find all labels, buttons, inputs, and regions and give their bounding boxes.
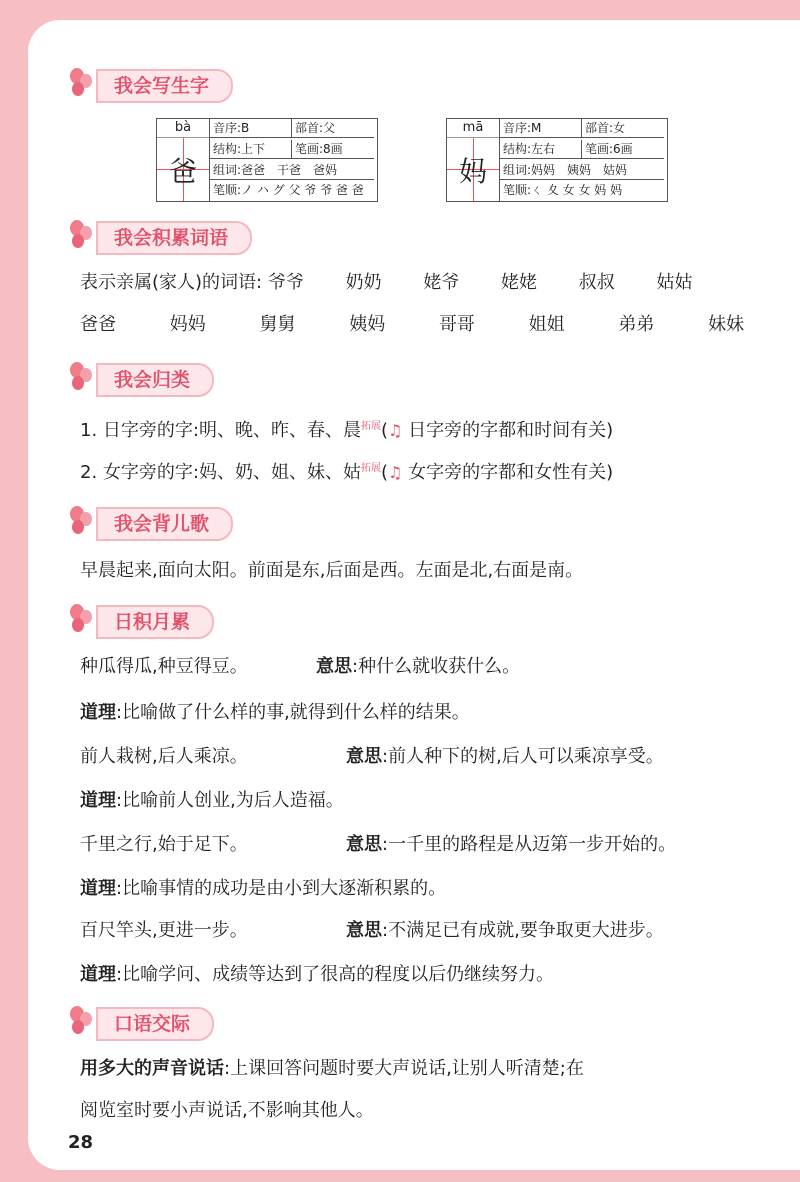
pinyin: mā: [447, 119, 499, 138]
section-header-vocab: [68, 218, 252, 258]
section-title: 我会积累词语: [96, 221, 252, 255]
word: 姥姥: [501, 272, 538, 293]
order: 音序:B: [210, 119, 292, 138]
section-title: 我会归类: [96, 363, 214, 397]
balloon-icon: [68, 504, 100, 544]
word: 妹妹: [708, 314, 745, 335]
big-char: 妈: [447, 138, 499, 201]
big-char: 爸: [157, 138, 209, 201]
word: 舅舅: [259, 314, 296, 335]
page-number: 28: [68, 1132, 94, 1153]
idiom-saying: 千里之行,始于足下。: [80, 834, 248, 855]
section-header-idioms: [68, 602, 214, 642]
idiom-meaning: 意思:种什么就收获什么。: [316, 656, 521, 677]
classify-note: 日字旁的字都和时间有关): [408, 420, 614, 441]
classify-text: 1. 日字旁的字:明、晚、昨、春、晨: [80, 420, 361, 441]
order: 音序:M: [500, 119, 582, 138]
balloon-icon: [68, 218, 100, 258]
section-header-oral: [68, 1004, 214, 1044]
idiom-saying: 前人栽树,后人乘凉。: [80, 746, 248, 767]
strokes: 笔画:8画: [292, 140, 374, 159]
vocab-label: 表示亲属(家人)的词语:: [80, 272, 263, 293]
strokes: 笔画:6画: [582, 140, 664, 159]
rhyme-text: 早晨起来,面向太阳。前面是东,后面是西。左面是北,右面是南。: [80, 560, 584, 581]
section-header-classify: [68, 360, 214, 400]
stroke-order: 笔顺:ㄑ 夊 女 女 妈 妈: [503, 183, 623, 198]
idiom-reason: 道理:比喻事情的成功是由小到大逐渐积累的。: [80, 878, 447, 899]
section-title: 我会写生字: [96, 69, 233, 103]
word: 姨妈: [349, 314, 386, 335]
idiom-saying: 种瓜得瓜,种豆得豆。: [80, 656, 248, 677]
radical: 部首:父: [292, 119, 374, 138]
char-cell: [447, 119, 500, 201]
word: 叔叔: [578, 272, 615, 293]
section-title: 口语交际: [96, 1007, 214, 1041]
classify-line-2: 2. 女字旁的字:妈、奶、姐、妹、姑$^{拓展}$(♫ 女字旁的字都和女性有关): [80, 462, 614, 483]
vocab-line-1: [80, 270, 693, 296]
classify-line-1: 1. 日字旁的字:明、晚、昨、春、晨$^{拓展}$(♫ 日字旁的字都和时间有关): [80, 420, 614, 441]
section-header-rhyme: [68, 504, 233, 544]
section-header-write: [68, 66, 233, 106]
extend-tag: 拓展: [360, 463, 381, 474]
balloon-icon: [68, 66, 100, 106]
char-table-ma: [446, 118, 668, 202]
char-cell: [157, 119, 210, 201]
classify-note: 女字旁的字都和女性有关): [408, 462, 614, 483]
word: 弟弟: [618, 314, 655, 335]
word: 姑姑: [656, 272, 693, 293]
balloon-icon: [68, 1004, 100, 1044]
balloon-icon: [68, 360, 100, 400]
words: 组词:爸爸 干爸 爸妈: [210, 161, 374, 180]
word: 哥哥: [438, 314, 475, 335]
idiom-reason: 道理:比喻学问、成绩等达到了很高的程度以后仍继续努力。: [80, 964, 555, 985]
bell-icon: ♫: [388, 421, 403, 440]
word: 奶奶: [345, 272, 382, 293]
word: 爷爷: [267, 272, 304, 293]
vocab-line-2: [80, 312, 744, 338]
oral-line-2: 阅览室时要小声说话,不影响其他人。: [80, 1100, 374, 1121]
radical: 部首:女: [582, 119, 664, 138]
balloon-icon: [68, 602, 100, 642]
word: 爸爸: [80, 314, 116, 335]
idiom-reason: 道理:比喻做了什么样的事,就得到什么样的结果。: [80, 702, 470, 723]
idiom-meaning: 意思:前人种下的树,后人可以乘凉享受。: [346, 746, 664, 767]
structure: 结构:上下: [210, 140, 292, 159]
extend-tag: 拓展: [360, 421, 381, 432]
word: 姥爷: [423, 272, 460, 293]
oral-line-1: 用多大的声音说话:上课回答问题时要大声说话,让别人听清楚;在: [80, 1058, 584, 1079]
char-table-ba: [156, 118, 378, 202]
idiom-saying: 百尺竿头,更进一步。: [80, 920, 248, 941]
structure: 结构:左右: [500, 140, 582, 159]
idiom-meaning: 意思:不满足已有成就,要争取更大进步。: [346, 920, 664, 941]
words: 组词:妈妈 姨妈 姑妈: [500, 161, 664, 180]
idiom-meaning: 意思:一千里的路程是从迈第一步开始的。: [346, 834, 677, 855]
idiom-reason: 道理:比喻前人创业,为后人造福。: [80, 790, 344, 811]
pinyin: bà: [157, 119, 209, 138]
stroke-order: 笔顺:ノ ハ グ 父 爷 爷 爸 爸: [213, 183, 364, 198]
section-title: 日积月累: [96, 605, 214, 639]
word: 妈妈: [169, 314, 206, 335]
classify-text: 2. 女字旁的字:妈、奶、姐、妹、姑: [80, 462, 361, 483]
section-title: 我会背儿歌: [96, 507, 233, 541]
bell-icon: ♫: [388, 463, 403, 482]
page-sheet: [28, 20, 800, 1170]
word: 姐姐: [528, 314, 565, 335]
